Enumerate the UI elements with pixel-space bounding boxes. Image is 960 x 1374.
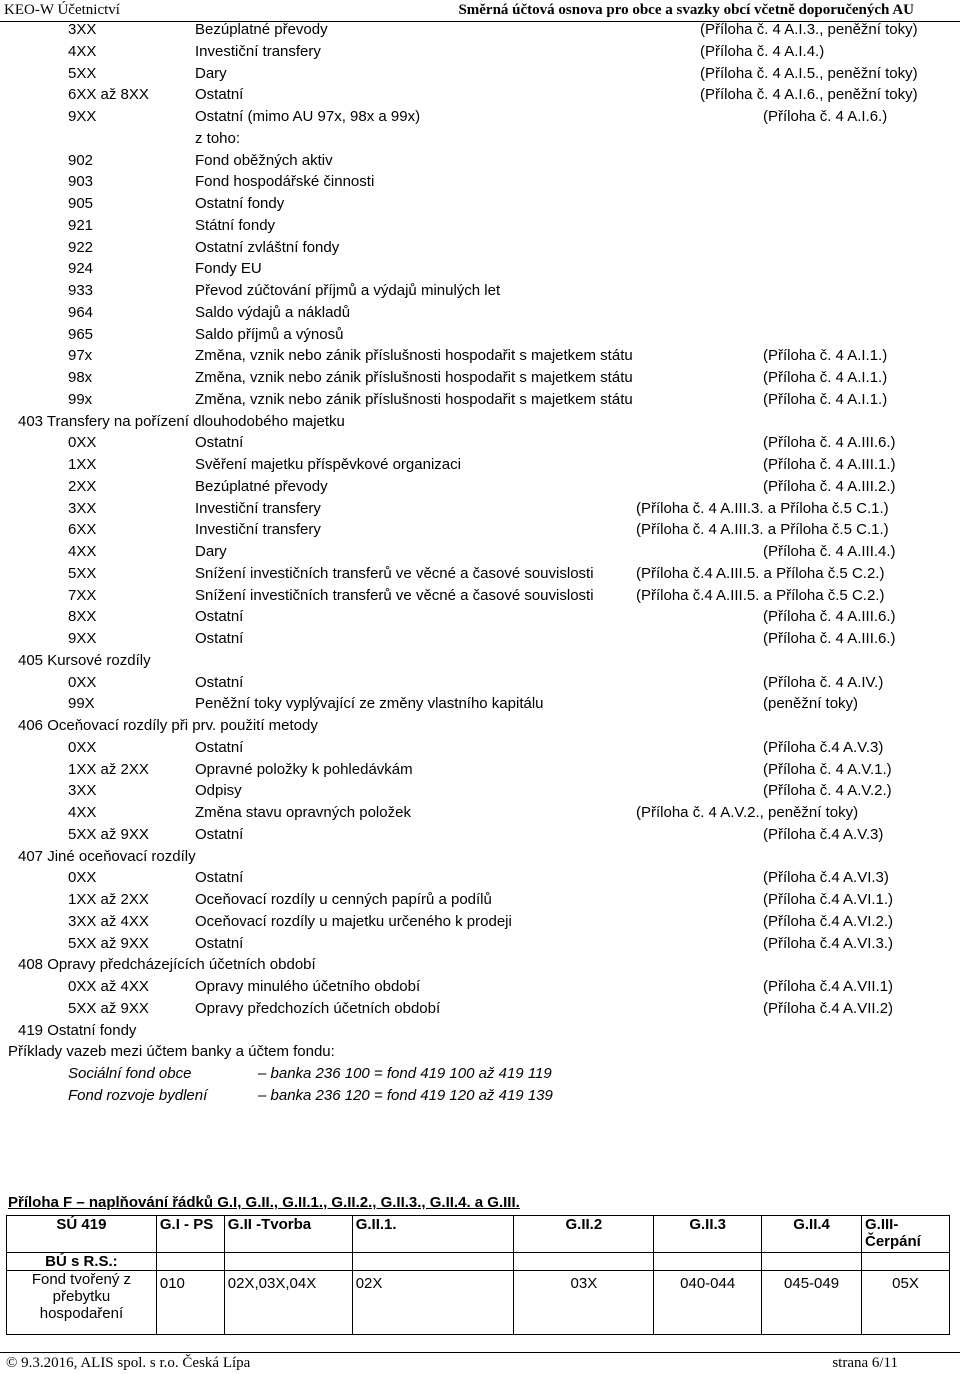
account-reference: (Příloha č. 4 A.IV.) <box>763 673 884 691</box>
example-fund-name: Sociální fond obce <box>68 1065 192 1082</box>
account-code: 4XX <box>68 543 97 560</box>
account-reference: (peněžní toky) <box>763 695 859 713</box>
account-name: Svěření majetku příspěvkové organizaci <box>195 456 461 473</box>
example-mapping: – banka 236 100 = fond 419 100 až 419 119 <box>258 1065 552 1082</box>
account-reference: (Příloha č.4 A.VI.3.) <box>763 934 894 952</box>
account-code: 3XX <box>68 782 97 800</box>
table-cell <box>862 1253 950 1271</box>
account-row <box>0 759 960 781</box>
account-code: 903 <box>68 173 94 191</box>
account-name: Opravy minulého účetního období <box>195 978 421 995</box>
account-reference: (Příloha č. 4 A.I.3., peněžní toky) <box>700 21 918 38</box>
account-code: 3XX <box>68 21 97 38</box>
account-code: 2XX <box>68 477 97 495</box>
group-heading-text: 405 Kursové rozdíly <box>18 651 151 669</box>
account-code: 921 <box>68 216 94 234</box>
account-code: 0XX <box>68 738 97 756</box>
account-row <box>0 693 960 715</box>
account-code: 9XX <box>68 108 97 125</box>
table-header-cell: G.II.3 <box>654 1216 762 1253</box>
account-name: Peněžní toky vyplývající ze změny vlastního kapitálu <box>195 695 544 713</box>
account-reference: (Příloha č. 4 A.I.4.) <box>700 42 825 60</box>
account-row <box>0 628 960 650</box>
account-row <box>0 41 960 63</box>
account-row <box>0 867 960 889</box>
account-reference: (Příloha č.4 A.V.3) <box>763 825 884 843</box>
account-code: 98x <box>68 369 93 386</box>
account-reference: (Příloha č.4 A.III.5. a Příloha č.5 C.2.) <box>636 586 885 604</box>
account-reference: (Příloha č. 4 A.III.2.) <box>763 477 896 495</box>
account-row <box>0 345 960 367</box>
account-name: Ostatní <box>195 434 244 452</box>
account-name: Ostatní <box>195 869 244 887</box>
account-name: Ostatní <box>195 630 244 647</box>
account-code: 0XX <box>68 869 97 887</box>
account-reference: (Příloha č. 4 A.V.2.) <box>763 782 892 800</box>
account-code: 0XX až 4XX <box>68 978 149 995</box>
account-reference: (Příloha č. 4 A.III.3. a Příloha č.5 C.1.) <box>636 499 889 517</box>
account-reference: (Příloha č. 4 A.III.4.) <box>763 543 896 560</box>
account-code: 965 <box>68 325 94 343</box>
account-code: 6XX <box>68 521 97 539</box>
table-row <box>7 1271 950 1335</box>
account-name: Dary <box>195 543 227 560</box>
account-row <box>0 193 960 215</box>
table-header-row <box>7 1216 950 1253</box>
account-name: Bezúplatné převody <box>195 21 328 38</box>
account-group-heading <box>0 411 960 433</box>
account-list <box>0 19 960 1107</box>
table-header-cell: G.I - PS <box>156 1216 224 1253</box>
account-row <box>0 84 960 106</box>
account-code: 8XX <box>68 608 97 626</box>
account-code: 902 <box>68 151 94 169</box>
account-row <box>0 585 960 607</box>
account-code: 5XX <box>68 564 97 582</box>
account-row <box>0 672 960 694</box>
account-code: 905 <box>68 195 94 212</box>
account-row <box>0 237 960 259</box>
account-name: Oceňovací rozdíly u cenných papírů a podílů <box>195 891 492 908</box>
account-name: Změna, vznik nebo zánik příslušnosti hospodařit s majetkem státu <box>195 369 633 386</box>
account-code: 6XX až 8XX <box>68 86 149 104</box>
account-row <box>0 171 960 193</box>
table-cell <box>654 1253 762 1271</box>
header-document-title: Směrná účtová osnova pro obce a svazky obcí včetně doporučených AU <box>458 2 914 18</box>
account-row <box>0 389 960 411</box>
account-reference: (Příloha č. 4 A.III.6.) <box>763 608 896 626</box>
account-name: Dary <box>195 64 227 82</box>
account-name: Oceňovací rozdíly u majetku určeného k prodeji <box>195 912 512 930</box>
account-name: Ostatní <box>195 738 244 756</box>
account-code: 5XX až 9XX <box>68 999 149 1017</box>
account-name: Bezúplatné převody <box>195 477 328 495</box>
account-code: 9XX <box>68 630 97 647</box>
account-name: Fond hospodářské činnosti <box>195 173 375 191</box>
table-cell: 010 <box>156 1271 224 1335</box>
account-row <box>0 19 960 41</box>
account-name: Ostatní fondy <box>195 195 285 212</box>
table-cell <box>156 1253 224 1271</box>
account-reference: (Příloha č. 4 A.I.1.) <box>763 347 888 365</box>
account-code: 4XX <box>68 42 97 60</box>
account-name: Ostatní zvláštní fondy <box>195 238 340 256</box>
account-name: Odpisy <box>195 782 242 800</box>
account-reference: (Příloha č.4 A.III.5. a Příloha č.5 C.2.) <box>636 564 885 582</box>
table-header-cell: G.III-Čerpání <box>862 1216 950 1253</box>
account-code: 7XX <box>68 586 97 604</box>
account-reference: (Příloha č. 4 A.V.1.) <box>763 760 892 778</box>
group-heading-text: 408 Opravy předcházejících účetních období <box>18 956 316 974</box>
account-row <box>0 976 960 998</box>
account-reference: (Příloha č. 4 A.I.6., peněžní toky) <box>700 86 918 104</box>
group-heading-text: 406 Oceňovací rozdíly při prv. použití metody <box>18 717 318 734</box>
priloha-f-title: Příloha F – naplňování řádků G.I, G.II., G.II.1., G.II.2., G.II.3., G.II.4. a G.III. <box>8 1194 520 1211</box>
account-name: Fondy EU <box>195 260 262 278</box>
account-reference: (Příloha č.4 A.VI.2.) <box>763 912 894 930</box>
group-heading-text: 407 Jiné oceňovací rozdíly <box>18 847 196 865</box>
account-row <box>0 802 960 824</box>
account-reference: (Příloha č. 4 A.III.1.) <box>763 456 896 473</box>
table-cell: 040-044 <box>654 1271 762 1335</box>
table-header-cell: SÚ 419 <box>7 1216 157 1253</box>
table-cell <box>514 1253 654 1271</box>
account-row <box>0 106 960 128</box>
account-row <box>0 280 960 302</box>
account-reference: (Příloha č. 4 A.I.1.) <box>763 390 888 408</box>
example-fund-name: Fond rozvoje bydlení <box>68 1086 208 1104</box>
account-row <box>0 324 960 346</box>
account-name: Opravné položky k pohledávkám <box>195 760 413 778</box>
examples-heading-text: Příklady vazeb mezi účtem banky a účtem fondu: <box>8 1043 335 1061</box>
page-footer <box>0 1352 960 1374</box>
account-reference: (Příloha č. 4 A.III.6.) <box>763 434 896 452</box>
account-row <box>0 150 960 172</box>
account-row <box>0 498 960 520</box>
group-heading-text: 403 Transfery na pořízení dlouhodobého majetku <box>18 412 345 430</box>
table-cell <box>352 1253 514 1271</box>
account-row <box>0 824 960 846</box>
account-row <box>0 476 960 498</box>
account-code: 1XX <box>68 456 97 473</box>
account-row <box>0 998 960 1020</box>
account-name: Opravy předchozích účetních období <box>195 999 441 1017</box>
table-cell: 02X <box>352 1271 514 1335</box>
account-reference: (Příloha č. 4 A.III.6.) <box>763 630 896 647</box>
account-reference: (Příloha č. 4 A.I.5., peněžní toky) <box>700 64 918 82</box>
account-name: Ostatní <box>195 673 244 691</box>
table-row-label: Fond tvořený z přebytku hospodaření <box>7 1271 157 1335</box>
account-row <box>0 128 960 150</box>
footer-page-number: strana 6/11 <box>832 1355 898 1371</box>
header-app-name: KEO-W Účetnictví <box>4 2 120 18</box>
account-group-heading <box>0 954 960 976</box>
account-row <box>0 454 960 476</box>
account-row <box>0 432 960 454</box>
account-code: 99x <box>68 390 93 408</box>
account-code: 5XX až 9XX <box>68 825 149 843</box>
account-row <box>0 780 960 802</box>
account-name: Ostatní <box>195 86 244 104</box>
account-row <box>0 541 960 563</box>
account-code: 1XX až 2XX <box>68 891 149 908</box>
account-name: Změna, vznik nebo zánik příslušnosti hospodařit s majetkem státu <box>195 347 633 365</box>
account-name: Změna stavu opravných položek <box>195 804 411 821</box>
account-name: Snížení investičních transferů ve věcné a časové souvislosti <box>195 586 594 604</box>
account-name: Státní fondy <box>195 216 276 234</box>
account-code: 922 <box>68 238 94 256</box>
account-reference: (Příloha č. 4 A.III.3. a Příloha č.5 C.1.) <box>636 521 889 539</box>
example-mapping: – banka 236 120 = fond 419 120 až 419 139 <box>258 1086 553 1104</box>
table-header-cell: G.II -Tvorba <box>224 1216 352 1253</box>
example-row <box>0 1085 960 1107</box>
account-name: Saldo příjmů a výnosů <box>195 325 344 343</box>
account-name: Investiční transfery <box>195 42 321 60</box>
account-reference: (Příloha č. 4 A.I.6.) <box>763 108 888 125</box>
account-reference: (Příloha č.4 A.VI.1.) <box>763 891 894 908</box>
account-code: 0XX <box>68 673 97 691</box>
account-row <box>0 933 960 955</box>
account-name: Ostatní <box>195 934 244 952</box>
account-reference: (Příloha č. 4 A.V.2., peněžní toky) <box>636 804 859 821</box>
table-cell: 02X,03X,04X <box>224 1271 352 1335</box>
account-name: Ostatní <box>195 608 244 626</box>
account-code: 3XX až 4XX <box>68 912 149 930</box>
account-group-heading <box>0 846 960 868</box>
table-cell: 045-049 <box>762 1271 862 1335</box>
account-code: 5XX až 9XX <box>68 934 149 952</box>
table-cell: 03X <box>514 1271 654 1335</box>
account-row <box>0 737 960 759</box>
example-row <box>0 1063 960 1085</box>
account-row <box>0 302 960 324</box>
account-name: Ostatní <box>195 825 244 843</box>
account-reference: (Příloha č.4 A.VII.1) <box>763 978 894 995</box>
table-cell <box>224 1253 352 1271</box>
account-row <box>0 215 960 237</box>
account-code: 0XX <box>68 434 97 452</box>
account-name: Investiční transfery <box>195 499 321 517</box>
account-code: 5XX <box>68 64 97 82</box>
account-row <box>0 606 960 628</box>
account-name: Saldo výdajů a nákladů <box>195 303 351 321</box>
account-row <box>0 367 960 389</box>
account-group-heading <box>0 715 960 737</box>
account-reference: (Příloha č.4 A.VII.2) <box>763 999 894 1017</box>
group-heading-text: 419 Ostatní fondy <box>18 1021 137 1039</box>
table-header-cell: G.II.4 <box>762 1216 862 1253</box>
account-row <box>0 563 960 585</box>
table-header-cell: G.II.2 <box>514 1216 654 1253</box>
account-name: Snížení investičních transferů ve věcné a časové souvislosti <box>195 564 594 582</box>
account-row <box>0 911 960 933</box>
priloha-f-table <box>6 1215 950 1335</box>
account-reference: (Příloha č. 4 A.I.1.) <box>763 369 888 386</box>
account-row <box>0 519 960 541</box>
account-name: Ostatní (mimo AU 97x, 98x a 99x) <box>195 108 421 125</box>
account-row <box>0 258 960 280</box>
table-cell: 05X <box>862 1271 950 1335</box>
account-code: 1XX až 2XX <box>68 760 149 778</box>
account-group-heading <box>0 650 960 672</box>
account-name: Fond oběžných aktiv <box>195 151 333 169</box>
account-row <box>0 63 960 85</box>
account-code: 3XX <box>68 499 97 517</box>
account-code: 924 <box>68 260 94 278</box>
account-code: 933 <box>68 282 94 299</box>
table-row <box>7 1253 950 1271</box>
account-code: 964 <box>68 303 94 321</box>
table-cell <box>762 1253 862 1271</box>
account-name: Změna, vznik nebo zánik příslušnosti hospodařit s majetkem státu <box>195 390 633 408</box>
table-header-cell: G.II.1. <box>352 1216 514 1253</box>
account-code: 99X <box>68 695 95 713</box>
account-code: 4XX <box>68 804 97 821</box>
account-reference: (Příloha č.4 A.V.3) <box>763 738 884 756</box>
account-name: Převod zúčtování příjmů a výdajů minulých let <box>195 282 501 299</box>
examples-heading <box>0 1041 960 1063</box>
account-name: Investiční transfery <box>195 521 321 539</box>
account-code: 97x <box>68 347 93 365</box>
table-row-label: BÚ s R.S.: <box>7 1253 157 1271</box>
account-name: z toho: <box>195 129 241 147</box>
account-row <box>0 889 960 911</box>
footer-copyright: © 9.3.2016, ALIS spol. s r.o. Česká Lípa <box>6 1355 251 1371</box>
account-group-heading <box>0 1020 960 1042</box>
account-reference: (Příloha č.4 A.VI.3) <box>763 869 889 887</box>
